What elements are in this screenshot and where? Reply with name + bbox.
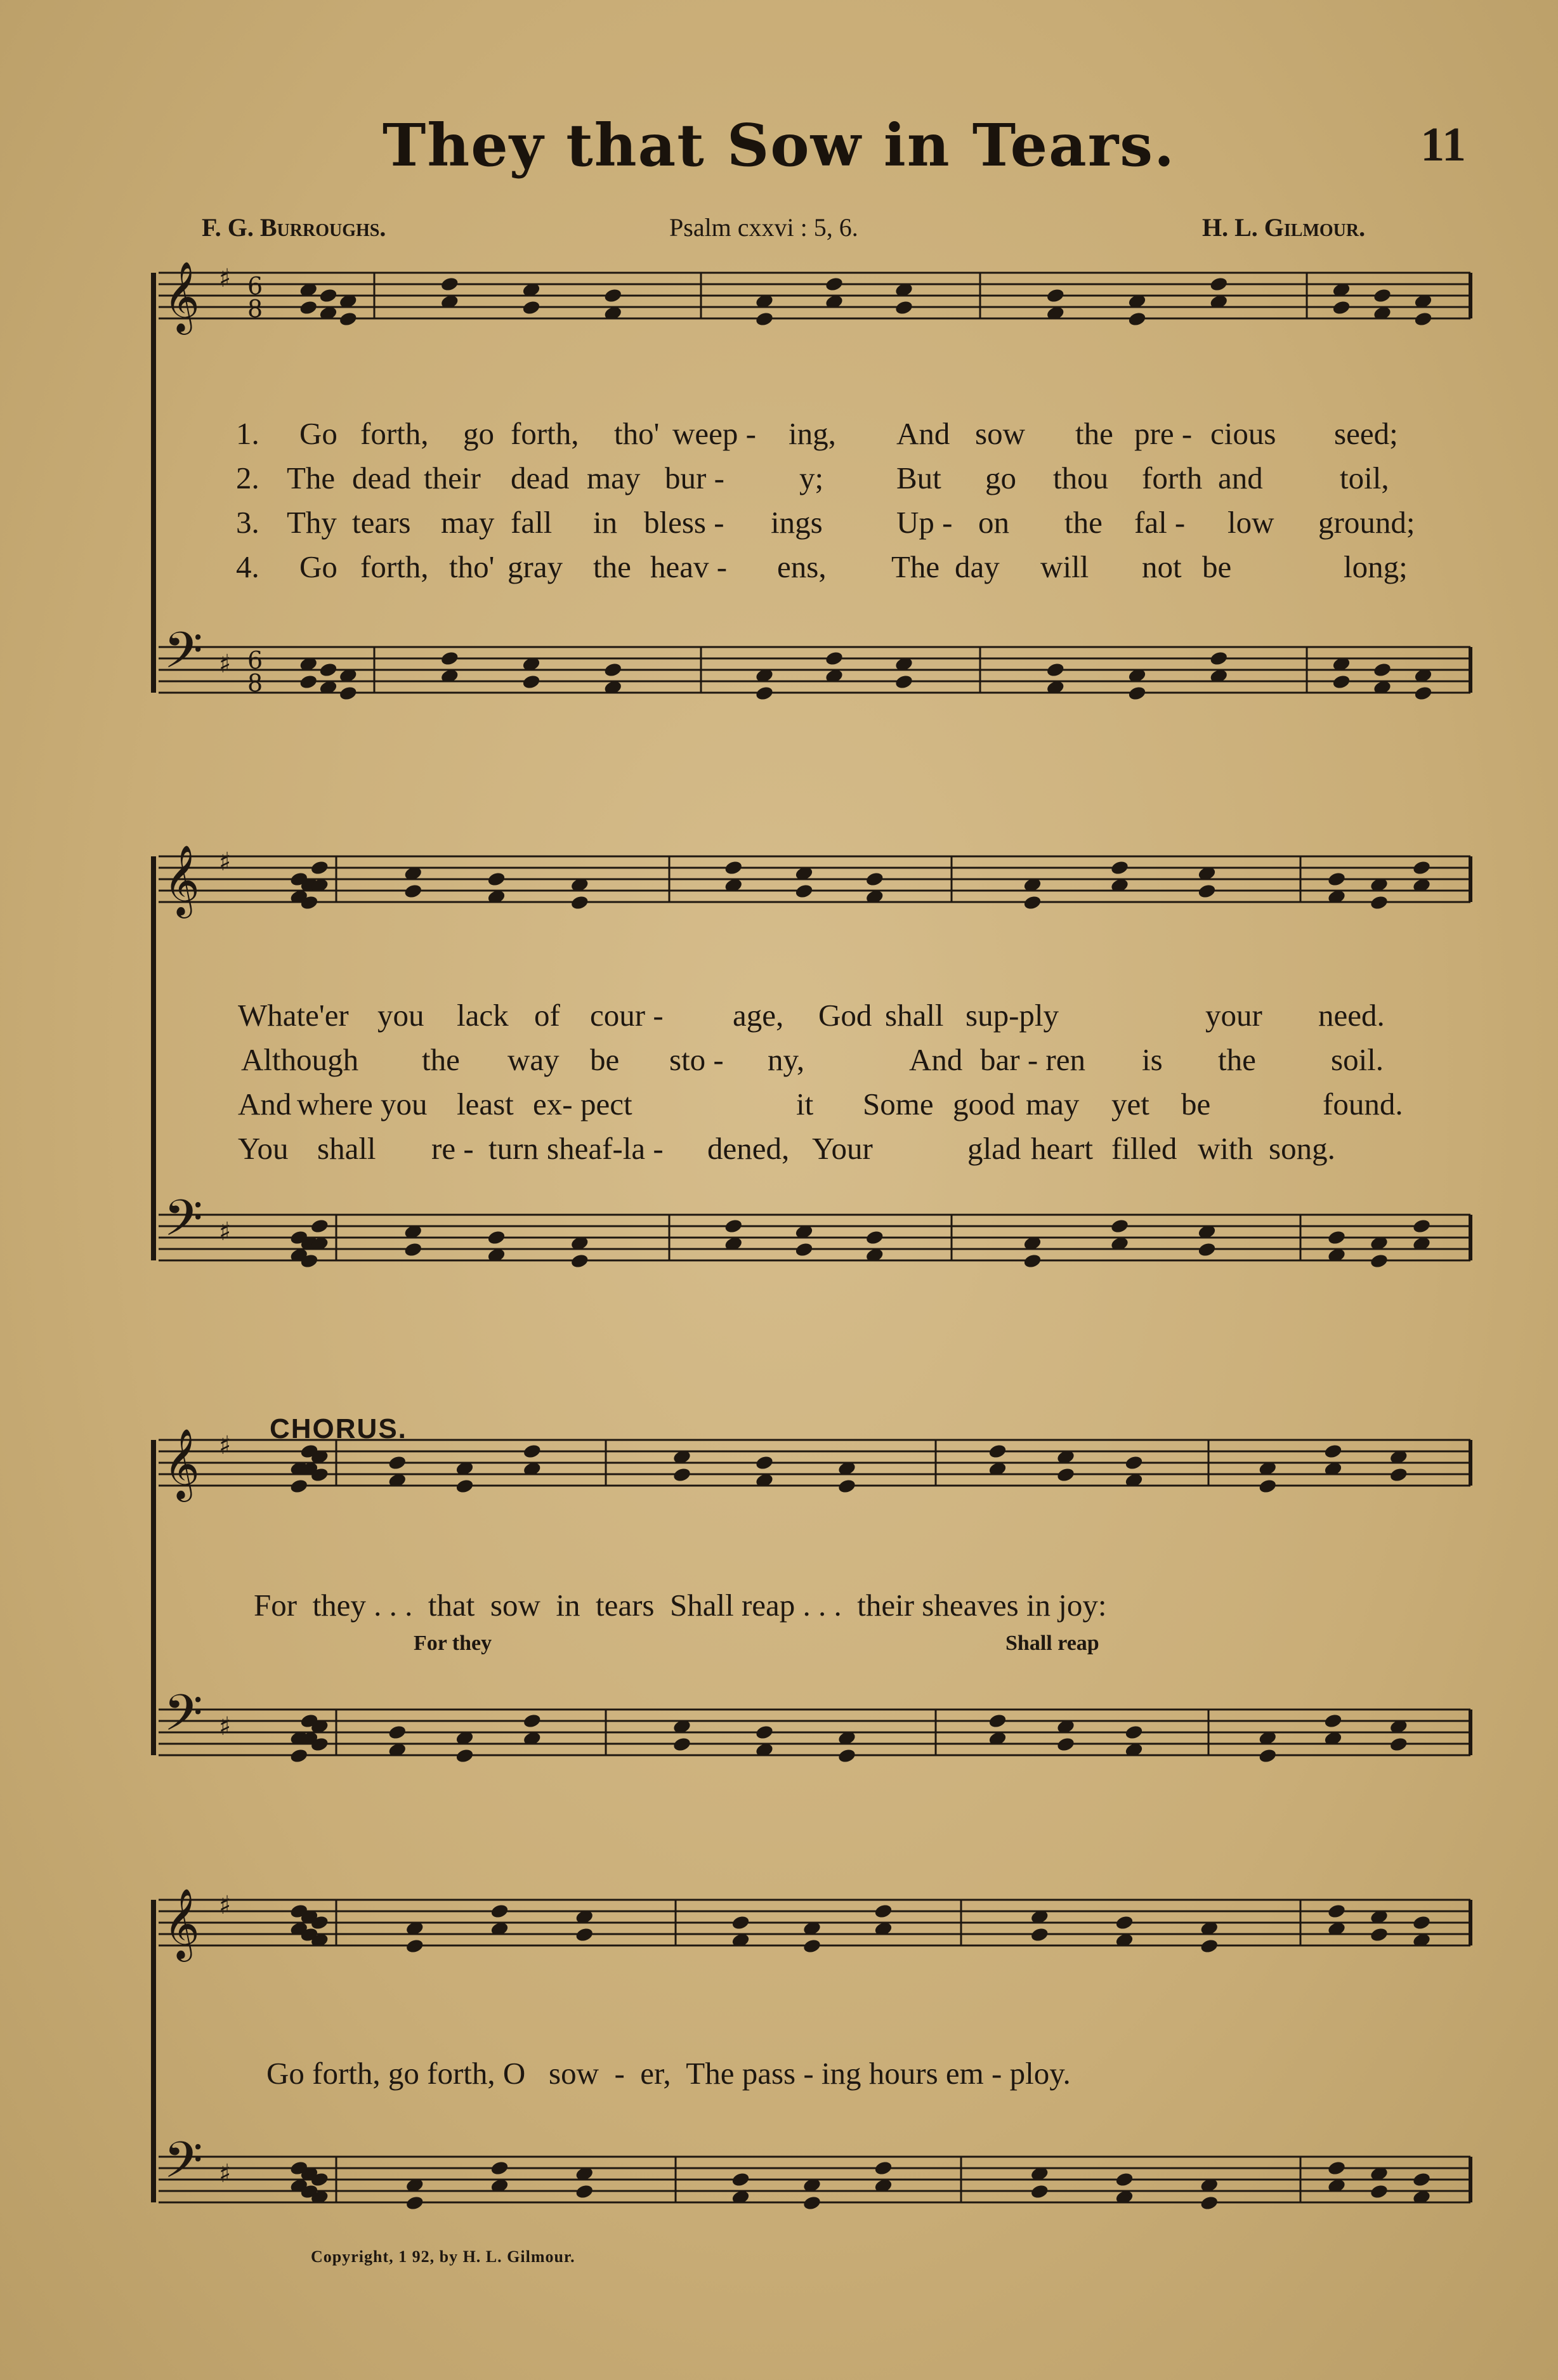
lyric-word: may [1026,1087,1080,1121]
note-head [1056,1736,1076,1753]
lyric-word: weep - [672,416,756,451]
note-head [490,1903,509,1919]
key-signature-sharp: ♯ [219,1217,232,1246]
lyric-word: ground; [1318,505,1415,540]
note-head [1209,276,1229,292]
lyric-word: with [1198,1131,1254,1166]
verse-3-line-1 [0,504,1558,544]
note-head [603,287,623,304]
cue-for-they: For they [414,1631,492,1655]
bass-clef: 𝄢 [164,1189,203,1260]
note-head [289,1478,309,1494]
lyric-word: long; [1344,549,1408,584]
note-head [310,860,329,876]
lyric-word: forth [1142,461,1203,495]
key-signature-sharp: ♯ [219,1712,232,1741]
note-head [755,685,775,702]
lyric-word: be [590,1042,620,1077]
note-head [289,1748,309,1764]
note-head [1389,1736,1408,1753]
lyric-word: forth, [360,416,429,451]
lyric-word: soil. [1331,1042,1384,1077]
lyric-word: forth, [360,549,429,584]
lyric-word: be [1202,549,1232,584]
key-signature-sharp: ♯ [219,1431,232,1460]
note-head [894,674,914,690]
page-number: 11 [1420,118,1466,171]
note-head [1327,871,1347,887]
lyric-word: glad [967,1131,1021,1166]
lyric-word: you [381,1087,428,1121]
time-signature-bottom: 8 [247,669,263,697]
note-head [1370,894,1389,911]
note-head [1124,1724,1144,1741]
note-head [405,1938,424,1954]
cue-shall-reap: Shall reap [1005,1631,1099,1655]
lyric-word: And [909,1042,963,1077]
lyric-word: ings [771,505,823,540]
lyric-word: pect [580,1087,632,1121]
chorus-lyric: Go forth, go forth, O sow - er, The pass - ing hours em - ploy. [266,2056,1071,2091]
note-head [724,860,743,876]
note-head [731,1914,750,1931]
lyric-word: good [953,1087,1015,1121]
lyric-word: least [457,1087,514,1121]
note-head [802,2195,822,2211]
lyric-word: The [891,549,940,584]
lyric-word: in [593,505,618,540]
lyric-word: may [441,505,495,540]
note-head [1412,2171,1432,2188]
lyric-word: need. [1318,998,1385,1033]
lyric-word: song. [1269,1131,1335,1166]
lyric-word: bur - [665,461,724,495]
note-head [1327,1903,1347,1919]
note-head [724,1218,743,1234]
note-head [440,276,459,292]
note-head [1209,650,1229,667]
key-signature-sharp: ♯ [219,264,232,293]
lyric-word: tho' [614,416,660,451]
lyric-word: fal - [1134,505,1186,540]
note-head [1045,662,1065,678]
note-head [1370,2183,1389,2200]
note-head [1030,2183,1049,2200]
lyric-word: forth, [511,416,579,451]
note-head [1115,1914,1134,1931]
lyric-word: gray [507,549,563,584]
note-head [338,685,358,702]
note-head [1327,1229,1347,1246]
lyric-word: seed; [1334,416,1398,451]
lyric-word: cour - [590,998,664,1033]
note-head [988,1713,1007,1729]
note-head [1023,1253,1042,1269]
note-head [1110,860,1130,876]
lyric-word: the [422,1042,460,1077]
note-head [1110,1218,1130,1234]
lyric-word: where [297,1087,373,1121]
lyric-word: ing, [789,416,836,451]
copyright-notice: Copyright, 1 92, by H. L. Gilmour. [311,2247,575,2266]
note-head [570,1253,589,1269]
lyric-word: low [1227,505,1274,540]
note-head [755,311,775,327]
note-head [1030,1926,1049,1943]
lyric-word: your [1205,998,1262,1033]
note-head [310,1218,329,1234]
verse-number: 1. [236,416,259,451]
lyric-word: tho' [449,549,495,584]
note-head [1412,1218,1432,1234]
note-head [575,1926,594,1943]
lyric-word: You [238,1131,289,1166]
note-head [1200,2195,1219,2211]
lyric-word: be [1181,1087,1211,1121]
verse-4-line-1 [0,549,1558,588]
note-head [338,311,358,327]
lyric-word: cious [1210,416,1276,451]
verse-number: 3. [236,505,259,540]
verse-number: 4. [236,549,259,584]
lyric-word: But [896,461,941,495]
note-head [388,1455,407,1471]
lyric-word: Thy [287,505,337,540]
note-head [318,662,338,678]
lyric-word: tears [352,505,411,540]
lyric-word: Go [299,416,337,451]
note-head [755,1724,775,1741]
lyric-word: turn [488,1131,539,1166]
lyric-word: dead [511,461,570,495]
note-head [1327,2160,1347,2176]
note-head [837,1478,857,1494]
verse-1-line-2 [0,997,1558,1036]
hymn-title: They that Sow in Tears. [382,111,1176,180]
bass-clef: 𝄢 [164,2131,203,2202]
lyric-word: ens, [777,549,827,584]
note-head [1258,1748,1278,1764]
lyric-word: Some [863,1087,934,1121]
lyric-word: Go [299,549,337,584]
note-head [988,1443,1007,1460]
chorus-line-2 [0,2055,1558,2095]
note-head [1127,311,1147,327]
lyric-word: it [796,1087,814,1121]
note-head [1115,2171,1134,2188]
note-head [825,650,844,667]
note-head [672,1736,692,1753]
note-head [1056,1467,1076,1483]
lyricist-credit: F. G. Burroughs. [202,213,386,242]
note-head [521,299,541,316]
note-head [874,2160,893,2176]
note-head [672,1467,692,1483]
key-signature-sharp: ♯ [219,2159,232,2188]
note-head [603,662,623,678]
lyric-word: ny, [768,1042,805,1077]
lyric-word: the [1064,505,1103,540]
note-head [802,1938,822,1954]
note-head [455,1748,475,1764]
lyric-word: age, [733,998,784,1033]
lyric-word: filled [1111,1131,1177,1166]
note-head [1197,1241,1217,1258]
verse-number: 2. [236,461,259,495]
note-head [440,650,459,667]
note-head [1323,1443,1343,1460]
note-head [1045,287,1065,304]
lyric-word: toil, [1340,461,1389,495]
note-head [521,674,541,690]
note-head [1413,311,1433,327]
lyric-word: And [896,416,950,451]
lyric-word: heart [1031,1131,1093,1166]
lyric-word: go [985,461,1016,495]
lyric-word: will [1040,549,1089,584]
note-head [487,871,506,887]
lyric-word: Your [812,1131,873,1166]
key-signature-sharp: ♯ [219,1891,232,1920]
lyric-word: sto - [669,1042,724,1077]
note-head [403,1241,423,1258]
lyric-word: their [424,461,481,495]
note-head [403,883,423,899]
lyric-word: Although [241,1042,359,1077]
lyric-word: sheaf-la - [547,1131,664,1166]
lyric-word: of [534,998,560,1033]
note-head [1332,299,1351,316]
lyric-word: way [507,1042,560,1077]
note-head [1373,662,1392,678]
chorus-lyric: For they . . . that sow in tears Shall reap . . . their sheaves in joy: [254,1588,1107,1623]
note-head [1332,674,1351,690]
lyric-word: yet [1111,1087,1149,1121]
lyric-word: heav - [650,549,728,584]
treble-clef: 𝄞 [164,1428,200,1499]
note-head [755,1455,775,1471]
lyric-word: the [593,549,631,584]
lyric-word: God [818,998,872,1033]
lyric-word: the [1218,1042,1256,1077]
bass-clef: 𝄢 [164,1684,203,1755]
chorus-line-1 [0,1587,1558,1626]
note-head [299,299,318,316]
lyric-word: you [377,998,424,1033]
lyric-word: y; [799,461,824,495]
note-head [865,1229,884,1246]
verse-4-line-2 [0,1130,1558,1170]
composer-credit: H. L. Gilmour. [1202,213,1366,242]
lyric-word: go [463,416,494,451]
lyric-word: lack [457,998,509,1033]
note-head [299,674,318,690]
lyric-word: and [1218,461,1263,495]
lyric-word: may [587,461,641,495]
note-head [388,1724,407,1741]
lyric-word: Whate'er [238,998,349,1033]
note-head [1258,1478,1278,1494]
verse-2-line-1 [0,460,1558,499]
treble-clef: 𝄞 [164,1888,200,1959]
note-head [522,1443,542,1460]
note-head [1412,1914,1432,1931]
lyric-word: thou [1053,461,1109,495]
lyric-word: dead [352,461,411,495]
lyric-word: bless - [644,505,724,540]
note-head [1370,1926,1389,1943]
note-head [1124,1455,1144,1471]
lyric-word: shall [885,998,944,1033]
note-head [1412,860,1432,876]
note-head [1370,1253,1389,1269]
time-signature-top: 6 [247,646,263,674]
lyric-word: pre - [1134,416,1193,451]
note-head [731,2171,750,2188]
note-head [455,1478,475,1494]
lyric-word: re - [431,1131,474,1166]
lyric-word: bar - ren [980,1042,1085,1077]
note-head [894,299,914,316]
lyric-word: sup-ply [966,998,1059,1033]
lyric-word: Up - [896,505,953,540]
lyric-word: dened, [707,1131,790,1166]
time-signature-top: 6 [247,272,263,300]
note-head [794,1241,814,1258]
treble-clef: 𝄞 [164,261,200,332]
lyric-word: the [1075,416,1113,451]
note-head [487,1229,506,1246]
note-head [794,883,814,899]
note-head [1197,883,1217,899]
note-head [1413,685,1433,702]
lyric-word: And [238,1087,292,1121]
chorus-label: CHORUS. [270,1413,407,1444]
lyric-word: on [978,505,1009,540]
bass-clef: 𝄢 [164,621,203,692]
note-head [1389,1467,1408,1483]
note-head [575,2183,594,2200]
note-head [837,1748,857,1764]
note-head [490,2160,509,2176]
scripture-reference: Psalm cxxvi : 5, 6. [669,213,858,242]
verse-3-line-2 [0,1086,1558,1125]
verse-2-line-2 [0,1042,1558,1081]
lyric-word: day [955,549,1000,584]
note-head [1323,1713,1343,1729]
key-signature-sharp: ♯ [219,847,232,877]
lyric-word: sow [975,416,1025,451]
note-head [865,871,884,887]
note-head [522,1713,542,1729]
note-head [405,2195,424,2211]
lyric-word: is [1142,1042,1163,1077]
note-head [1200,1938,1219,1954]
note-head [1373,287,1392,304]
note-head [318,287,338,304]
note-head [825,276,844,292]
note-head [570,894,589,911]
verse-1-line-1 [0,415,1558,455]
key-signature-sharp: ♯ [219,650,232,679]
note-head [874,1903,893,1919]
note-head [1023,894,1042,911]
time-signature-bottom: 8 [247,295,263,323]
lyric-word: fall [511,505,553,540]
treble-clef: 𝄞 [164,844,200,915]
lyric-word: shall [317,1131,376,1166]
note-head [1127,685,1147,702]
lyric-word: not [1142,549,1182,584]
lyric-word: The [287,461,336,495]
lyric-word: found. [1323,1087,1403,1121]
lyric-word: ex- [533,1087,573,1121]
